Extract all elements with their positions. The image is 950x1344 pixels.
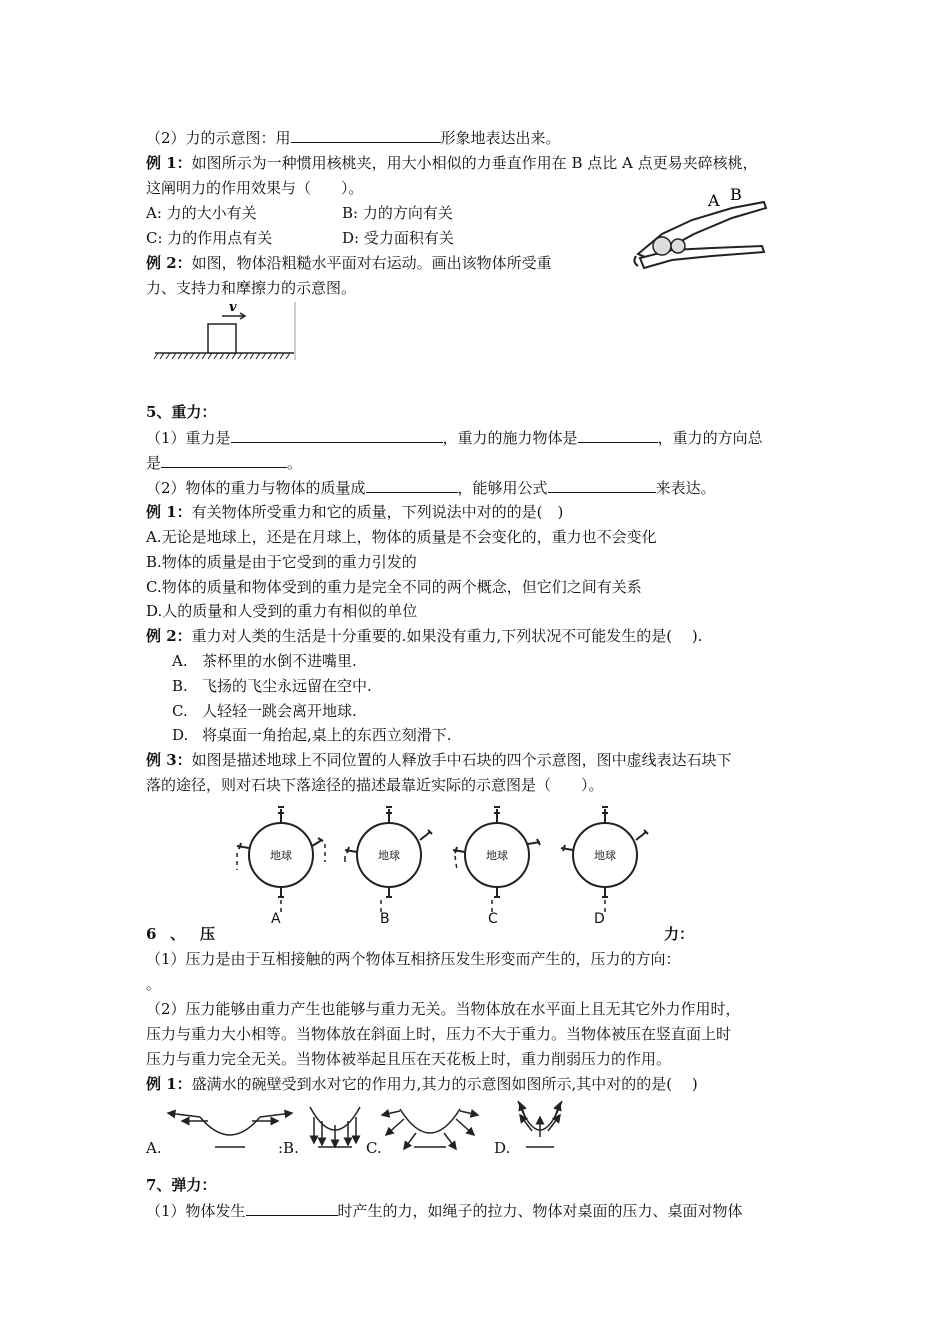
- nut-example-line1: [146, 153, 758, 173]
- globe-label: 地球: [378, 849, 400, 862]
- gravity-line2: [146, 452, 302, 473]
- point-a-label: A: [708, 191, 720, 210]
- blank: [161, 452, 287, 468]
- bowl-caption-c: C.: [366, 1139, 382, 1157]
- text: （2）力的示意图：用: [146, 129, 291, 147]
- text: 形象地表达出来。: [440, 129, 561, 147]
- s5-ex3-question-line2: 落的途径，则对石块下落途径的描述最靠近实际的示意图是（ ）。: [146, 776, 604, 794]
- text: ，能够用公式: [457, 479, 548, 497]
- globe-d: [561, 807, 648, 916]
- blank: [578, 427, 658, 443]
- example-label: 例 1：: [146, 1075, 192, 1093]
- globes-figure: [224, 800, 664, 928]
- text: 如图，物体沿粗糙水平面对右运动。画出该物体所受重: [191, 254, 552, 272]
- s5-ex1-option-c: C.物体的质量和物体受到的重力是完全不同的两个概念，但它们之间有关系: [146, 578, 642, 596]
- s5-ex1-option-a: A.无论是地球上，还是在月球上，物体的质量是不会变化的，重力也不会变化: [146, 528, 657, 546]
- example-label: 例 2：: [146, 254, 192, 272]
- globe-label: 地球: [594, 849, 616, 862]
- option-a: A: 力的大小有关: [146, 204, 257, 222]
- s5-ex2-option-a: 茶杯里的水倒不进嘴里.: [202, 652, 357, 670]
- text: ，重力的施力物体是: [442, 429, 578, 447]
- globe-a: [237, 807, 325, 916]
- globe-c: [453, 807, 540, 912]
- text: （2）物体的重力与物体的质量成: [146, 479, 366, 497]
- section-7-title: 7、弹力：: [146, 1176, 217, 1194]
- option-d: D: 受力面积有关: [342, 229, 454, 247]
- nutcracker-figure: [632, 184, 772, 280]
- block-example-line1: [146, 253, 552, 273]
- globe-caption-d: D: [594, 911, 605, 927]
- s5-ex2-key-c: C.: [172, 702, 188, 720]
- nut-options-cd: [146, 228, 454, 248]
- globe-caption-c: C: [488, 911, 498, 927]
- bowl-c: [382, 1109, 478, 1149]
- pressure-line3: 压力与重力大小相等。当物体放在斜面上时，压力不大于重力。当物体被压在竖直面上时: [146, 1025, 732, 1043]
- text: 如图所示为一种惯用核桃夹，用大小相似的力垂直作用在 B 点比 A 点更易夹碎核桃，: [191, 154, 758, 172]
- globe-caption-a: A: [271, 911, 281, 927]
- blank: [548, 477, 656, 493]
- bowl-b: [310, 1107, 360, 1147]
- option-b: B: 力的方向有关: [342, 204, 453, 222]
- pressure-line1: （1）压力是由于互相接触的两个物体互相挤压发生形变而产生的，压力的方向：: [146, 950, 681, 968]
- text: 时产生的力，如绳子的拉力、物体对桌面的压力、桌面对物体: [337, 1202, 743, 1220]
- blank: [246, 1200, 338, 1216]
- globe-caption-b: B: [380, 911, 390, 927]
- s5-ex2-option-b: 飞扬的飞尘永远留在空中.: [202, 677, 372, 695]
- text: 盛满水的碗壁受到水对它的作用力,其力的示意图如图所示,其中对的的是( ): [191, 1075, 698, 1093]
- s5-ex1-question: [146, 502, 563, 522]
- s6-ex1-question: [146, 1074, 698, 1094]
- blank: [366, 477, 458, 493]
- pressure-line1b: 。: [146, 975, 162, 993]
- section-6-sep: 、: [170, 925, 186, 943]
- section-6-title-b: 力：: [664, 925, 695, 943]
- option-c: C: 力的作用点有关: [146, 229, 273, 247]
- nut-options-ab: [146, 203, 453, 223]
- s5-ex1-option-d: D.人的质量和人受到的重力有相似的单位: [146, 602, 418, 620]
- elastic-line1: [146, 1200, 743, 1221]
- bowl-d: [518, 1101, 562, 1147]
- s5-ex1-option-b: B.物体的质量是由于它受到的重力引发的: [146, 553, 417, 571]
- globe-label: 地球: [270, 849, 292, 862]
- text: 重力对人类的生活是十分重要的.如果没有重力,下列状况不可能发生的是( ).: [191, 627, 703, 645]
- s5-ex3-question-line1: [146, 750, 732, 770]
- bowl-caption-a: A.: [146, 1139, 162, 1157]
- section-6-number: 6: [146, 925, 157, 943]
- s5-ex2-key-b: B.: [172, 677, 188, 695]
- block-on-surface-figure: [152, 298, 302, 364]
- text: 如图是描述地球上不同位置的人释放手中石块的四个示意图，图中虚线表达石块下: [191, 751, 732, 769]
- text: 来表达。: [655, 479, 716, 497]
- example-label: 例 2：: [146, 627, 192, 645]
- s5-ex2-key-d: D.: [172, 726, 189, 744]
- s5-ex2-key-a: A.: [172, 652, 188, 670]
- block-example-line2: 力、支持力和摩擦力的示意图。: [146, 279, 357, 297]
- text: 是: [146, 454, 162, 472]
- blank: [231, 427, 443, 443]
- force-diagram-line: [146, 127, 561, 148]
- gravity-line3: [146, 477, 716, 498]
- bowl-a: [168, 1113, 292, 1147]
- bowl-caption-d: D.: [494, 1139, 511, 1157]
- section-5-title: 5、重力：: [146, 403, 217, 421]
- s5-ex2-option-d: 将桌面一角抬起,桌上的东西立刻滑下.: [202, 726, 452, 744]
- example-label: 例 1：: [146, 154, 192, 172]
- globe-label: 地球: [486, 849, 508, 862]
- text: 有关物体所受重力和它的质量，下列说法中对的的是( ): [191, 503, 564, 521]
- pressure-line4: 压力与重力完全无关。当物体被举起且压在天花板上时，重力削弱压力的作用。: [146, 1050, 672, 1068]
- gravity-line1: [146, 427, 763, 448]
- s5-ex2-option-c: 人轻轻一跳会离开地球.: [202, 702, 357, 720]
- globe-b: [345, 807, 432, 916]
- pressure-line2: （2）压力能够由重力产生也能够与重力无关。当物体放在水平面上且无其它外力作用时，: [146, 1000, 741, 1018]
- velocity-label: v: [229, 300, 237, 315]
- nut-example-line2: 这阐明力的作用效果与（ ）。: [146, 179, 364, 197]
- text: 。: [287, 454, 303, 472]
- example-label: 例 3：: [146, 751, 192, 769]
- bowl-caption-b: :B.: [278, 1139, 299, 1157]
- section-6-title-a: 压: [200, 925, 216, 943]
- text: （1）重力是: [146, 429, 231, 447]
- example-label: 例 1：: [146, 503, 192, 521]
- s5-ex2-question: [146, 626, 702, 646]
- text: ，重力的方向总: [657, 429, 763, 447]
- blank: [291, 127, 441, 143]
- point-b-label: B: [730, 185, 742, 204]
- text: （1）物体发生: [146, 1202, 246, 1220]
